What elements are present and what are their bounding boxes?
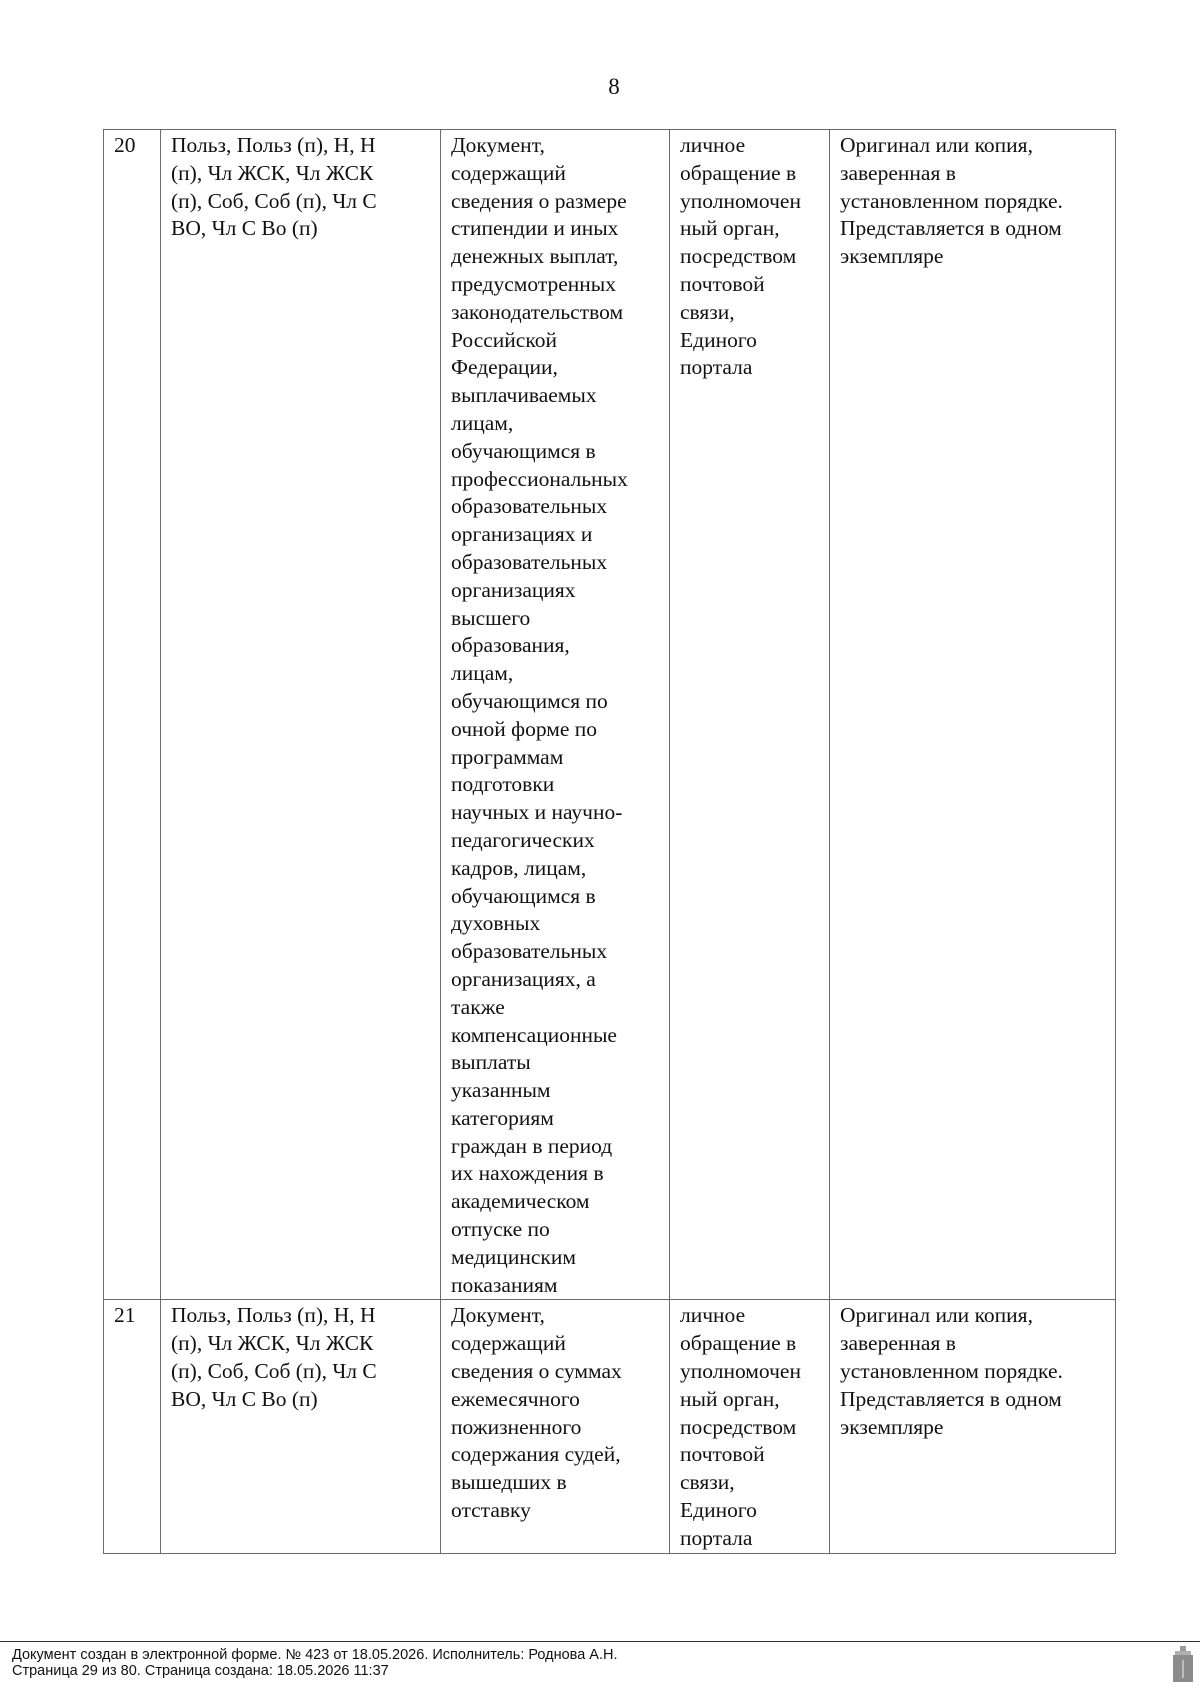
footer-line-2: Страница 29 из 80. Страница создана: 18.05.2026 11:37 — [12, 1663, 389, 1679]
document-description-line: также — [451, 994, 505, 1019]
submission-method-line: обращение в — [680, 1331, 797, 1356]
document-description-line: обучающимся в — [451, 438, 596, 463]
footer — [12, 1647, 618, 1679]
submission-method-line: посредством — [680, 1414, 797, 1439]
document-description-line: содержащий — [451, 160, 566, 185]
document-form-cell — [830, 130, 1116, 1300]
document-description-line: организациях — [451, 577, 576, 602]
recipient-categories-line: ВО, Чл С Во (п) — [171, 216, 318, 241]
document-description-line: организациях и — [451, 522, 593, 547]
document-description-line: указанным — [451, 1078, 551, 1103]
document-description-line: сведения о размере — [451, 188, 627, 213]
document-description-line: образовательных — [451, 549, 608, 574]
recipient-categories-line: (п), Соб, Соб (п), Чл С — [171, 1359, 377, 1384]
document-description-line: Документ, — [451, 1303, 545, 1328]
submission-method-line: почтовой — [680, 1442, 765, 1467]
recipient-categories-line: (п), Чл ЖСК, Чл ЖСК — [171, 1331, 374, 1356]
document-description-line: медицинским — [451, 1244, 576, 1269]
document-description-line: отставку — [451, 1498, 531, 1523]
recipient-categories-line: (п), Чл ЖСК, Чл ЖСК — [171, 160, 374, 185]
submission-method-line: личное — [680, 133, 746, 157]
submission-method-line: ный орган, — [680, 1386, 780, 1411]
document-description-cell — [441, 130, 670, 1300]
document-description-line: академическом — [451, 1189, 590, 1214]
document-description-line: очной форме по — [451, 716, 598, 741]
document-description-line: категориям — [451, 1105, 554, 1130]
submission-method-line: уполномочен — [680, 1359, 801, 1384]
recipient-categories-cell — [161, 1300, 441, 1553]
document-description-line: предусмотренных — [451, 271, 616, 296]
table-row — [104, 130, 1116, 1300]
document-description-line: организациях, а — [451, 966, 596, 991]
document-description-line: лицам, — [451, 661, 514, 686]
document-description-line: образовательных — [451, 494, 608, 519]
document-form-line: экземпляре — [840, 244, 944, 269]
document-description-line: выплаты — [451, 1050, 531, 1075]
submission-method-line: портала — [680, 1525, 753, 1550]
document-form-line: заверенная в — [840, 1331, 956, 1356]
document-description-line: законодательством — [451, 299, 624, 324]
document-description-line: Федерации, — [451, 355, 558, 380]
row-number-cell: 20 — [104, 130, 161, 1300]
document-description-line: программам — [451, 744, 564, 769]
table-row — [104, 1300, 1116, 1553]
submission-method-line: Единого — [680, 327, 757, 352]
document-form-line: Оригинал или копия, — [840, 1303, 1033, 1328]
document-description-line: показаниям — [451, 1272, 558, 1297]
document-description-line: профессиональных — [451, 466, 628, 491]
submission-method-line: посредством — [680, 244, 797, 269]
document-description-line: Российской — [451, 327, 557, 352]
document-description-line: духовных — [451, 911, 541, 936]
document-form-line: экземпляре — [840, 1414, 944, 1439]
document-description-line: обучающимся в — [451, 883, 596, 908]
submission-method-line: связи, — [680, 1470, 735, 1495]
submission-method-cell — [670, 130, 830, 1300]
document-description-line: граждан в период — [451, 1133, 613, 1158]
document-description-line: отпуске по — [451, 1217, 550, 1242]
submission-method-line: портала — [680, 355, 753, 380]
recipient-categories-cell — [161, 130, 441, 1300]
submission-method-line: уполномочен — [680, 188, 801, 213]
document-form-line: Представляется в одном — [840, 1386, 1062, 1411]
document-description-line: их нахождения в — [451, 1161, 604, 1186]
recipient-categories-line: Польз, Польз (п), Н, Н — [171, 1303, 376, 1328]
submission-method-line: связи, — [680, 299, 735, 324]
recipient-categories-line: ВО, Чл С Во (п) — [171, 1386, 318, 1411]
page-number: 8 — [608, 74, 620, 99]
document-description-line: содержания судей, — [451, 1442, 621, 1467]
document-form-line: Представляется в одном — [840, 216, 1062, 241]
document-description-line: вышедших в — [451, 1470, 567, 1495]
document-description-line: высшего — [451, 605, 531, 630]
document-description-cell — [441, 1300, 670, 1553]
submission-method-line: обращение в — [680, 160, 797, 185]
document-form-line: установленном порядке. — [840, 1359, 1063, 1384]
document-description-line: подготовки — [451, 772, 555, 797]
document-description-line: содержащий — [451, 1331, 566, 1356]
document-description-line: образования, — [451, 633, 570, 658]
document-form-cell — [830, 1300, 1116, 1553]
document-description-line: лицам, — [451, 410, 514, 435]
document-description-line: выплачиваемых — [451, 383, 597, 408]
document-description-line: стипендии и иных — [451, 216, 619, 241]
document-form-line: Оригинал или копия, — [840, 133, 1033, 157]
footer-line-1: Документ создан в электронной форме. № 423 от 18.05.2026. Исполнитель: Роднова А.Н. — [12, 1647, 618, 1663]
document-description-line: ежемесячного — [451, 1386, 580, 1411]
document-form-line: установленном порядке. — [840, 188, 1063, 213]
coat-of-arms-icon — [1172, 1646, 1194, 1682]
document-description-line: денежных выплат, — [451, 244, 619, 269]
submission-method-line: почтовой — [680, 271, 765, 296]
document-description-line: научных и научно- — [451, 800, 623, 825]
document-description-line: компенсационные — [451, 1022, 617, 1047]
document-description-line: образовательных — [451, 939, 608, 964]
document-form-line: заверенная в — [840, 160, 956, 185]
document-description-line: кадров, лицам, — [451, 855, 587, 880]
recipient-categories-line: Польз, Польз (п), Н, Н — [171, 133, 376, 157]
submission-method-cell — [670, 1300, 830, 1553]
submission-method-line: ный орган, — [680, 216, 780, 241]
submission-method-line: Единого — [680, 1498, 757, 1523]
document-description-line: пожизненного — [451, 1414, 582, 1439]
document-description-line: Документ, — [451, 133, 545, 157]
submission-method-line: личное — [680, 1303, 746, 1328]
row-number-cell: 21 — [104, 1300, 161, 1553]
document-description-line: обучающимся по — [451, 688, 608, 713]
documents-table — [103, 129, 1116, 1554]
document-description-line: педагогических — [451, 827, 595, 852]
recipient-categories-line: (п), Соб, Соб (п), Чл С — [171, 188, 377, 213]
document-description-line: сведения о суммах — [451, 1359, 622, 1384]
footer-divider — [0, 1641, 1200, 1642]
